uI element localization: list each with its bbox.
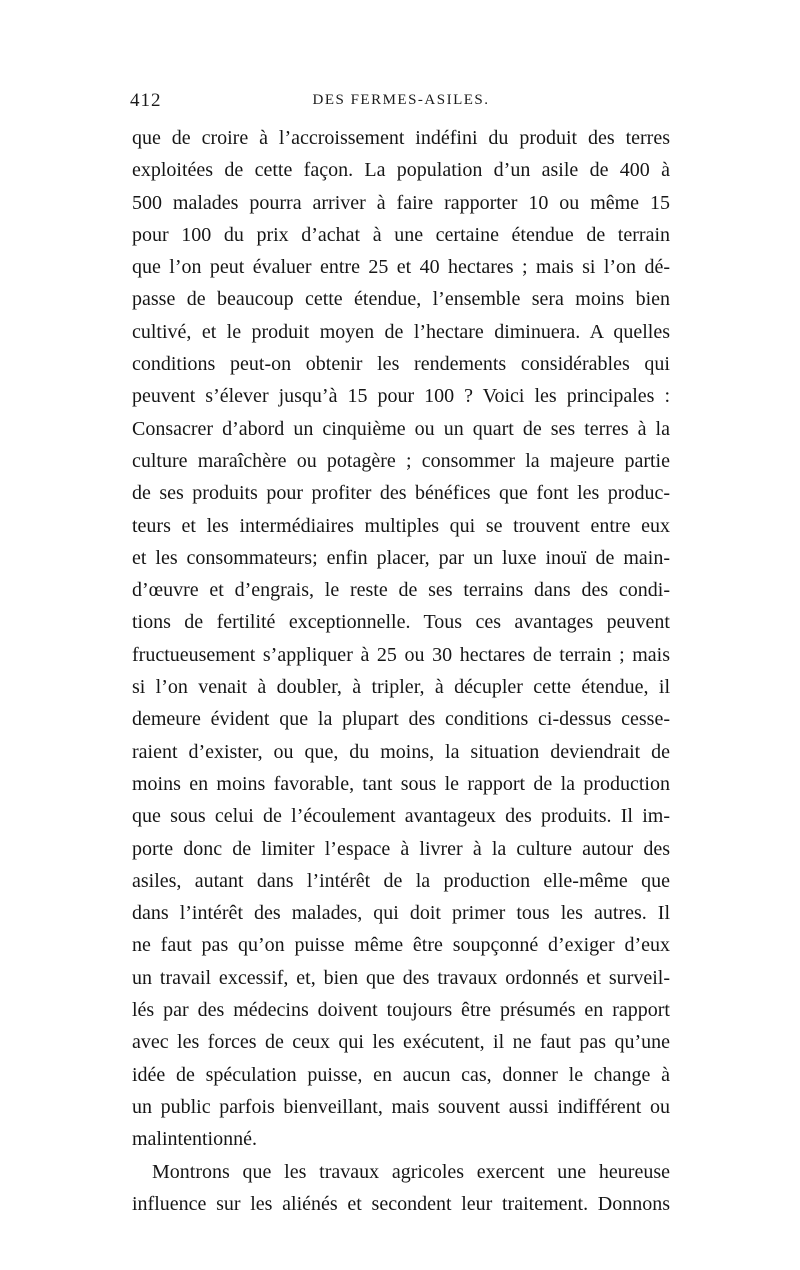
text-line: tions de fertilité exceptionnelle. Tous ces avantages peuvent — [132, 611, 670, 634]
text-line: lés par des médecins doivent toujours être présumés en rapport — [132, 999, 670, 1022]
text-line: 500 malades pourra arriver à faire rapporter 10 ou même 15 — [132, 191, 670, 214]
text-line: et les consommateurs; enfin placer, par un luxe inouï de main- — [132, 546, 670, 569]
text-line: raient d’exister, ou que, du moins, la situation deviendrait de — [132, 740, 670, 763]
text-line: culture maraîchère ou potagère ; consommer la majeure partie — [132, 449, 670, 472]
text-line: dans l’intérêt des malades, qui doit primer tous les autres. Il — [132, 902, 670, 925]
text-line: que l’on peut évaluer entre 25 et 40 hectares ; mais si l’on dé- — [132, 256, 670, 279]
text-line: un travail excessif, et, bien que des travaux ordonnés et surveil- — [132, 966, 670, 989]
text-line: pour 100 du prix d’achat à une certaine étendue de terrain — [132, 223, 670, 246]
text-line: exploitées de cette façon. La population d’un asile de 400 à — [132, 159, 670, 182]
text-line: moins en moins favorable, tant sous le rapport de la production — [132, 772, 670, 795]
paragraph-start-line: Montrons que les travaux agricoles exercent une heureuse — [152, 1160, 670, 1183]
text-line: ne faut pas qu’on puisse même être soupçonné d’exiger d’eux — [132, 934, 670, 957]
text-line: porte donc de limiter l’espace à livrer à la culture autour des — [132, 837, 670, 860]
running-title: DES FERMES-ASILES. — [312, 92, 490, 108]
text-line: avec les forces de ceux qui les exécutent, il ne faut pas qu’une — [132, 1031, 670, 1054]
text-line: d’œuvre et d’engrais, le reste de ses terrains dans des condi- — [132, 579, 670, 602]
text-line: cultivé, et le produit moyen de l’hectare diminuera. A quelles — [132, 320, 670, 343]
text-line: que de croire à l’accroissement indéfini du produit des terres — [132, 127, 670, 149]
text-line: un public parfois bienveillant, mais souvent aussi indifférent ou — [132, 1095, 670, 1118]
text-line: teurs et les intermédiaires multiples qui se trouvent entre eux — [132, 514, 670, 537]
page-header — [130, 90, 672, 114]
page-number: 412 — [130, 90, 162, 111]
text-line: influence sur les aliénés et secondent leur traitement. Donnons — [132, 1192, 670, 1215]
text-line: peuvent s’élever jusqu’à 15 pour 100 ? Voici les principales : — [132, 385, 670, 408]
text-line: conditions peut-on obtenir les rendements considérables qui — [132, 353, 670, 376]
text-line: malintentionné. — [132, 1128, 257, 1151]
body-text — [132, 122, 670, 1220]
text-line: que sous celui de l’écoulement avantageux des produits. Il im- — [132, 805, 670, 828]
text-line: asiles, autant dans l’intérêt de la production elle-même que — [132, 869, 670, 892]
text-line: demeure évident que la plupart des conditions ci-dessus cesse- — [132, 708, 670, 731]
text-line: fructueusement s’appliquer à 25 ou 30 hectares de terrain ; mais — [132, 643, 670, 666]
text-line: passe de beaucoup cette étendue, l’ensemble sera moins bien — [132, 288, 670, 311]
text-line: idée de spéculation puisse, en aucun cas, donner le change à — [132, 1063, 670, 1086]
text-line: de ses produits pour profiter des bénéfices que font les produc- — [132, 482, 670, 505]
text-line: Consacrer d’abord un cinquième ou un quart de ses terres à la — [132, 417, 670, 440]
text-line: si l’on venait à doubler, à tripler, à décupler cette étendue, il — [132, 676, 670, 699]
